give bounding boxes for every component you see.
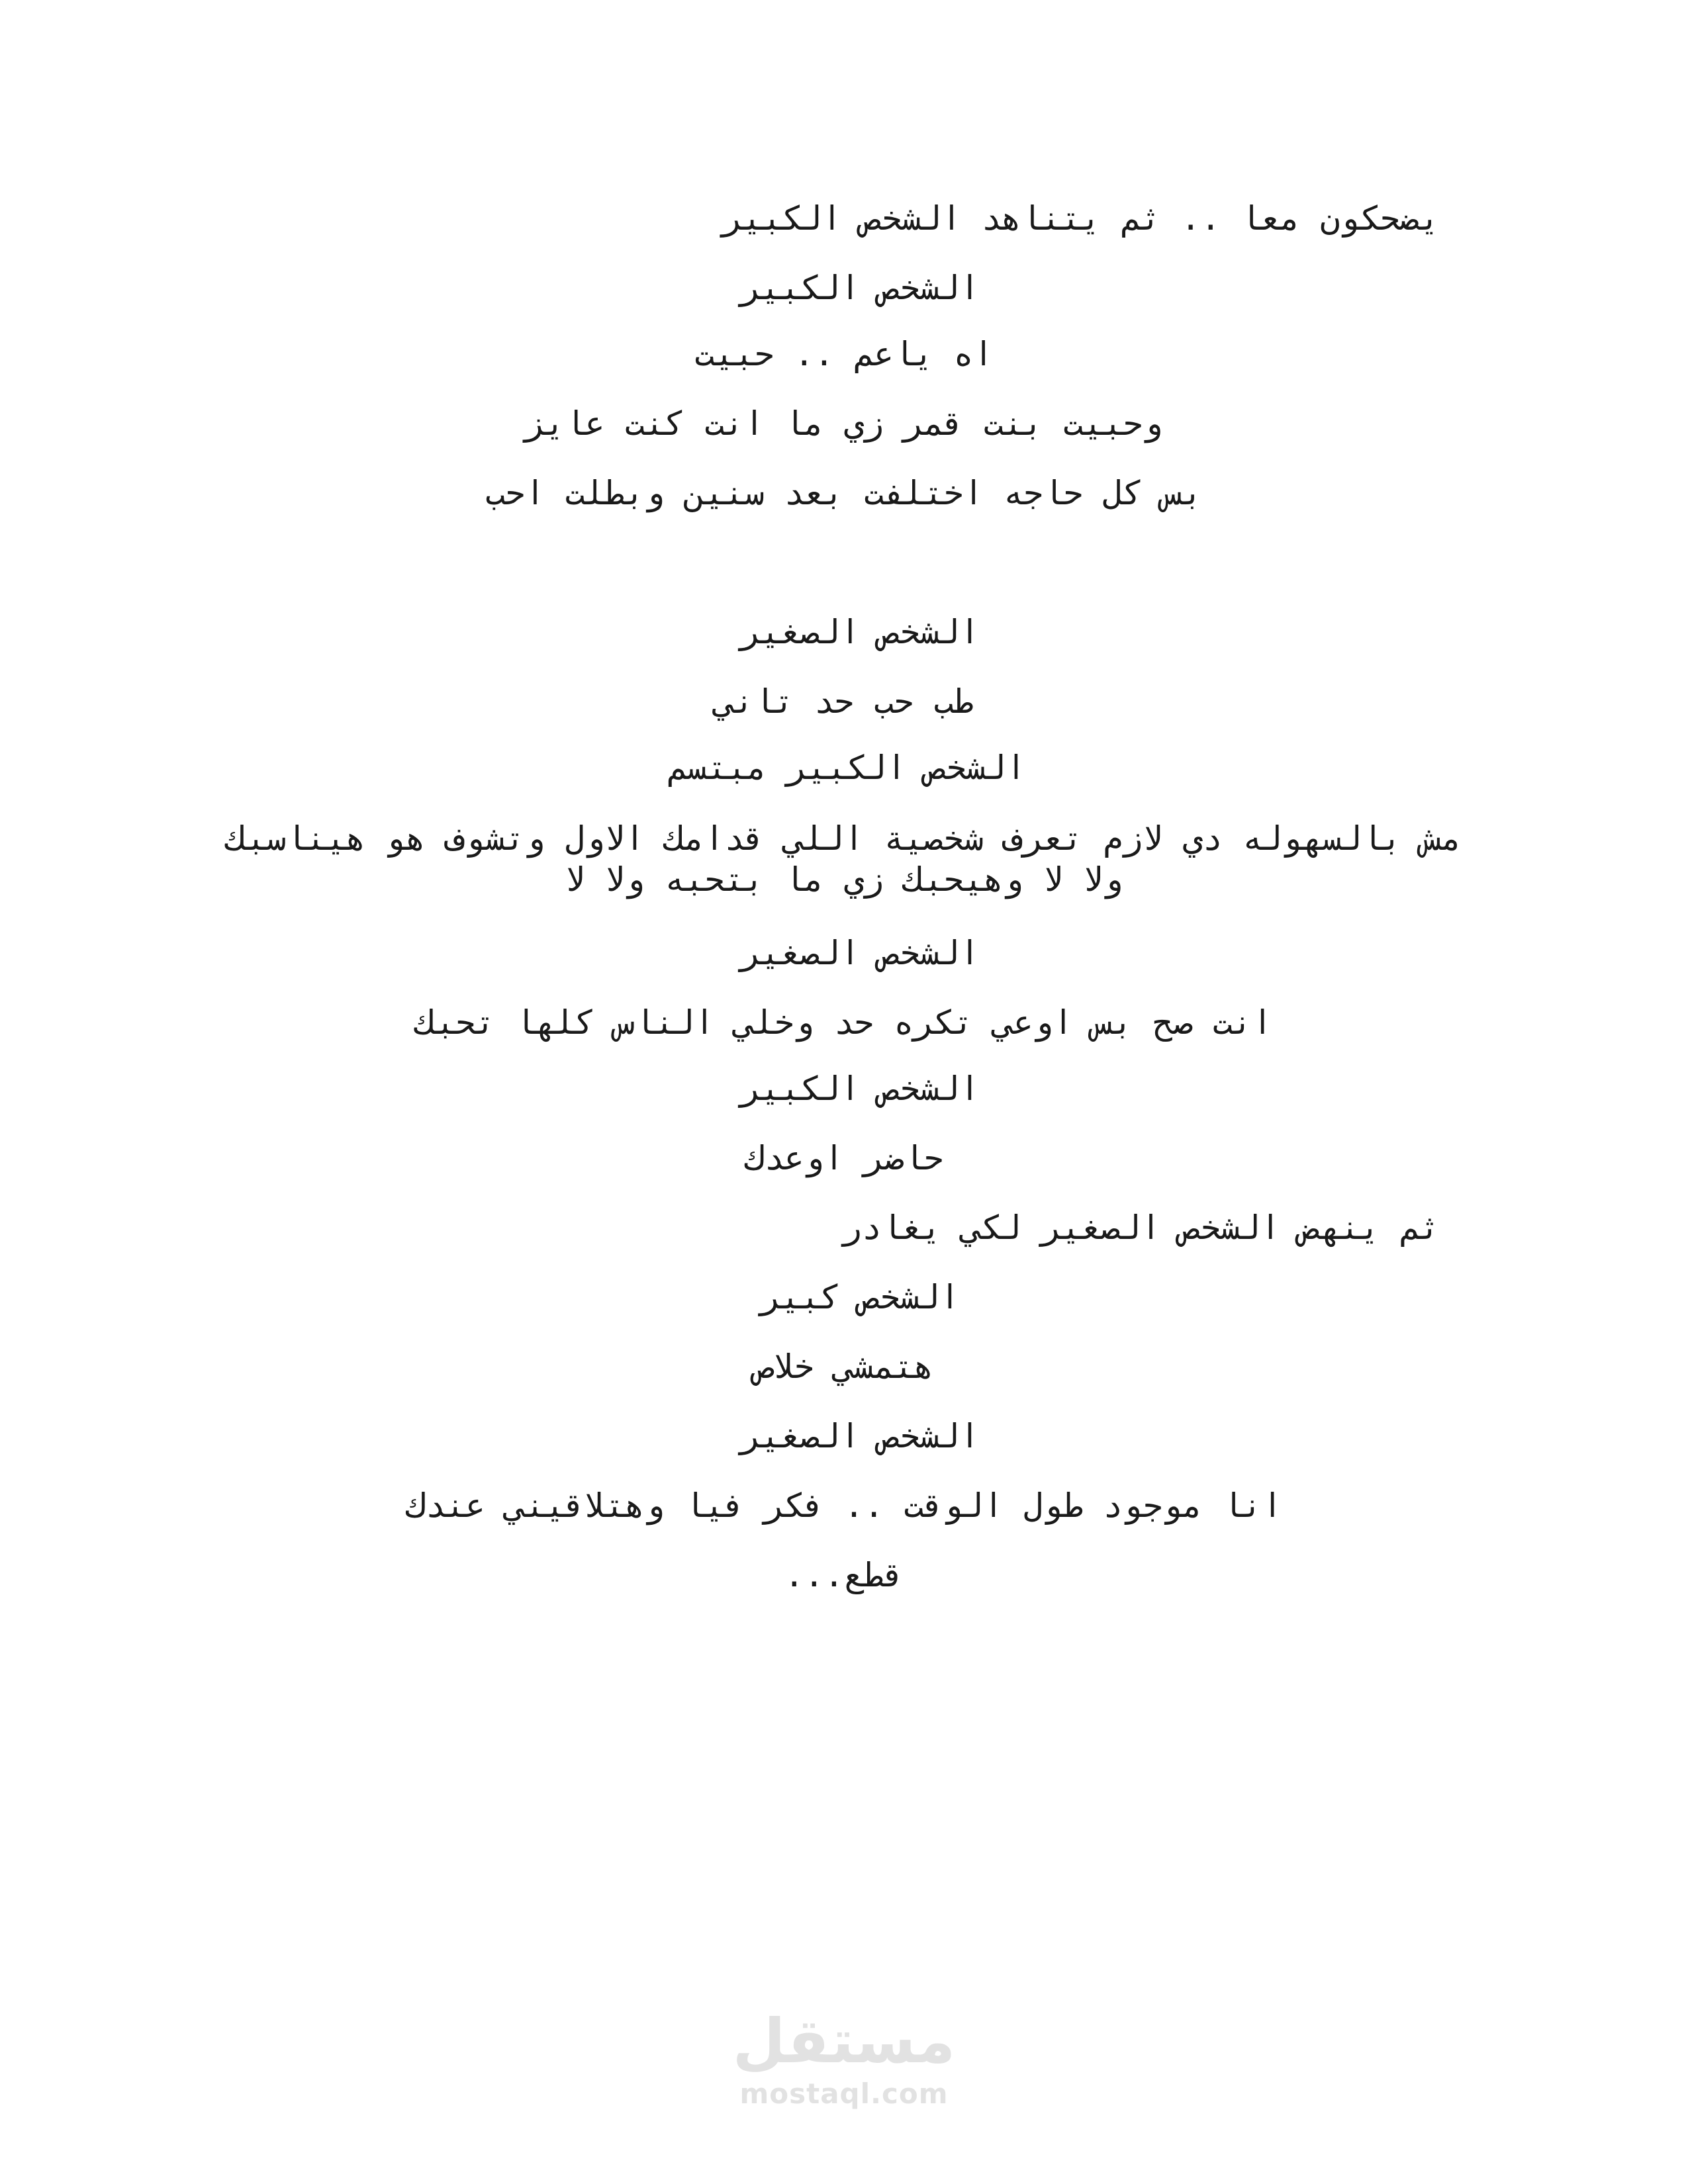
action-line: يضحكون معا .. ثم يتناهد الشخص الكبير [722,199,1440,238]
watermark-logo: مستقل [732,2006,956,2077]
character-name: الشخص الكبير [740,1069,980,1108]
dialogue-line: وحبيت بنت قمر زي ما انت كنت عايز [525,404,1163,443]
character-name: الشخص الصغير [740,1417,980,1455]
character-name: الشخص الصغير [740,613,980,651]
dialogue-line: بس كل حاجه اختلفت بعد سنين وبطلت احب [485,474,1203,512]
dialogue-line: هتمشي خلاص [754,1347,934,1386]
scene-transition: قطع... [784,1556,904,1594]
action-line: ثم ينهض الشخص الصغير لكي يغادر [841,1208,1440,1247]
character-name: الشخص الكبير مبتسم [667,749,1026,787]
character-name: الشخص الكبير [740,269,980,307]
dialogue-line: طب حب حد تاني [714,682,974,721]
dialogue-line: اه ياعم .. حبيت [694,335,994,373]
watermark-url: mostaql.com [739,2077,949,2110]
character-name: الشخص الصغير [740,934,980,972]
character-name: الشخص كبير [760,1278,960,1316]
dialogue-line: انا موجود طول الوقت .. فكر فيا وهتلاقيني عندك [405,1486,1283,1525]
dialogue-line: حاضر اوعدك [744,1139,944,1177]
mostaql-watermark [712,2005,976,2110]
dialogue-line: انت صح بس اوعي تكره حد وخلي الناس كلها تحبك [415,1003,1273,1042]
dialogue-paragraph: مش بالسهوله دي لازم تعرف شخصية اللي قدامك الاول وتشوف هو هيناسبك ولا لا وهيحبك زي ما بتحبه ولا لا [226,819,1462,899]
